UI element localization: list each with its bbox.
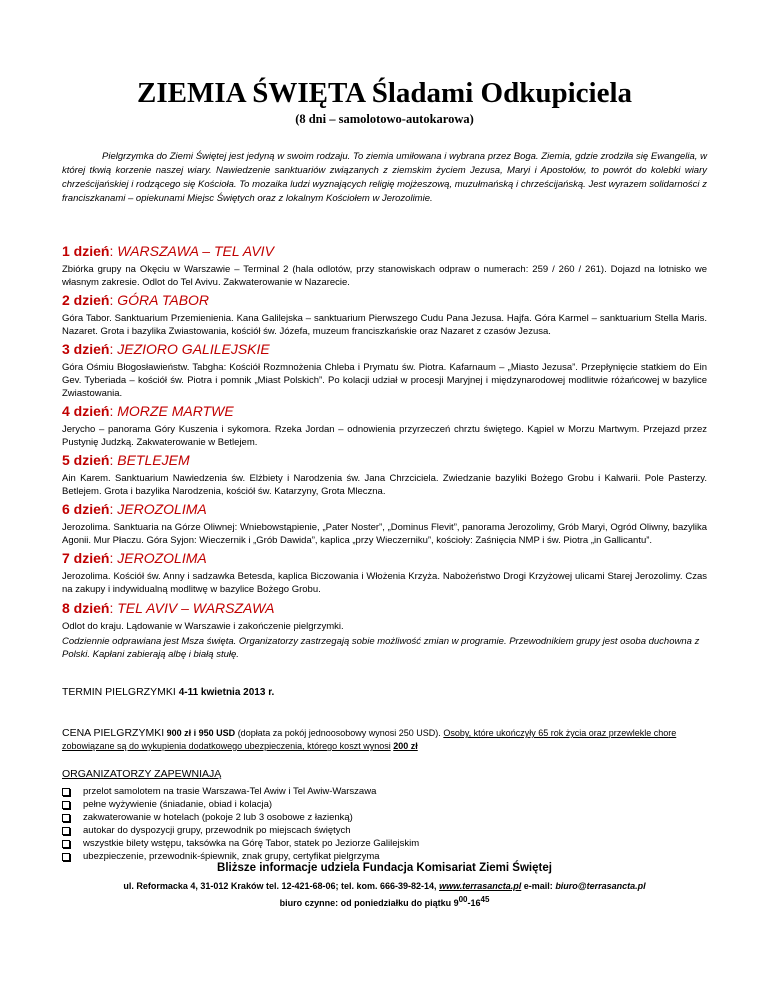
checkbox-bullet-icon: [62, 840, 70, 848]
day-7: [62, 550, 707, 596]
checkbox-bullet-icon: [62, 801, 70, 809]
day-description: Jerozolima. Sanktuaria na Górze Oliwnej: Wniebowstąpienie, „Pater Noster”, „Dominus Flevit”, panorama Jerozolimy, Grób Maryi, Ogród Oliwny, bazylika Agonii. Mur Płaczu. Góra Syjon: Wieczernik i „Grób Dawida”, kaplica „przy Wieczerniku”, kościoły: Zaśnięcia NMP i św. Piotra „in Gallicantu”.: [62, 522, 707, 546]
list-item: [62, 798, 419, 811]
day-place: TEL AVIV – WARSZAWA: [117, 600, 275, 616]
checkbox-bullet-icon: [62, 827, 70, 835]
price-label: CENA PIELGRZYMKI: [62, 727, 165, 739]
office-hours: [62, 895, 707, 908]
pilgrimage-date: [62, 686, 274, 698]
day-heading: 3 dzień: JEZIORO GALILEJSKIE: [62, 341, 270, 357]
day-description: Jerozolima. Kościół św. Anny i sadzawka Betesda, kaplica Biczowania i Włożenia Krzyża. Nabożeństwo Drogi Krzyżowej ulicami Starej Jerozolimy. Czas na zakupy i indywidualną modlitwę w bazylice Bożego Grobu.: [62, 571, 707, 595]
office-hours-text: biuro czynne: od poniedziałku do piątku 9: [279, 898, 459, 908]
organizers-title: ORGANIZATORZY ZAPEWNIAJĄ: [62, 768, 222, 780]
organizers-list: [62, 785, 419, 863]
program-note: Codziennie odprawiana jest Msza święta. Organizatorzy zastrzegają sobie możliwość zmian w programie. Przewodnikiem grupy jest osoba duchowna z Polski. Kapłani zabierają albę i białą stułę.: [62, 636, 700, 660]
day-number: 6 dzień: [62, 501, 110, 517]
day-2: [62, 292, 707, 338]
day-description: Góra Tabor. Sanktuarium Przemienienia. Kana Galilejska – sanktuarium Pierwszego Cudu Pana Jezusa. Hajfa. Góra Karmel – sanktuarium Stella Maris. Nazaret. Grota i bazylika Zwiastowania, kościół św. Józefa, muzeum franciszkańskie oraz Nazaret z czasów Jezusa.: [62, 313, 707, 337]
termin-value: 4-11 kwietnia 2013 r.: [178, 687, 275, 698]
list-item-text: wszystkie bilety wstępu, taksówka na Górę Tabor, statek po Jeziorze Galilejskim: [83, 838, 420, 849]
day-place: JEZIORO GALILEJSKIE: [117, 341, 270, 357]
day-number: 4 dzień: [62, 403, 110, 419]
day-description: Zbiórka grupy na Okęciu w Warszawie – Terminal 2 (hala odlotów, przy stanowiskach odpraw o numerach: 259 / 260 / 261). Dojazd na lotnisko we własnym zakresie. Odlot do Tel Avivu. Zakwaterowanie w Nazarecie.: [62, 264, 707, 288]
checkbox-bullet-icon: [62, 788, 70, 796]
contact-heading: Bliższe informacje udziela Fundacja Komisariat Ziemi Świętej: [217, 862, 552, 874]
list-item: [62, 785, 419, 798]
email-link[interactable]: biuro@terrasancta.pl: [555, 881, 646, 891]
contact-details: [62, 881, 707, 891]
day-number: 1 dzień: [62, 243, 110, 259]
day-place: MORZE MARTWE: [117, 403, 234, 419]
list-item-text: zakwaterowanie w hotelach (pokoje 2 lub 3 osobowe z łazienką): [83, 812, 353, 823]
day-6: [62, 501, 707, 547]
office-hours-close: -16: [467, 898, 481, 908]
termin-label: TERMIN PIELGRZYMKI: [62, 686, 176, 698]
day-description: Jerycho – panorama Góry Kuszenia i sykomora. Rzeka Jordan – odnowienia przyrzeczeń chrztu świętego. Kąpiel w Morzu Martwym. Przejazd przez Pustynię Judzką. Zakwaterowanie w Betlejem.: [62, 424, 707, 448]
day-number: 3 dzień: [62, 341, 110, 357]
day-place: JEROZOLIMA: [117, 550, 207, 566]
page-title: ZIEMIA ŚWIĘTA Śladami Odkupiciela: [136, 77, 633, 109]
insurance-note: Osoby, które ukończyły 65 rok życia oraz przewlekle chore zobowiązane są do wykupienia dodatkowego ubezpieczenia, którego koszt wynosi: [62, 728, 677, 751]
intro-paragraph: Pielgrzymka do Ziemi Świętej jest jedyną w swoim rodzaju. To ziemia umiłowana i wybrana przez Boga. Ziemia, gdzie zrodziła się Ewangelia, w której tkwią korzenie naszej wiary. Nawiedzenie sanktuariów związanych z ziemskim życiem Jezusa, Maryi i Apostołów, to powrót do kolebki wiary chrześcijańskiej i rodzącego się Kościoła. To mozaika ludzi wyznających religię mojżeszową, muzułmańską i chrześcijańską. Jest wyrazem solidarności z franciszkanami – opiekunami Miejsc Świętych oraz z lokalnym Kościołem w Jerozolimie.: [62, 151, 707, 204]
day-description: Ain Karem. Sanktuarium Nawiedzenia św. Elżbiety i Narodzenia św. Jana Chrzciciela. Zwiedzanie bazyliki Bożego Grobu i Kalwarii. Pole Pasterzy. Betlejem. Grota i bazylika Narodzenia, kościół św. Katarzyny, Grota Mleczna.: [62, 473, 707, 497]
day-heading: 8 dzień: TEL AVIV – WARSZAWA: [62, 600, 275, 616]
day-5: [62, 452, 707, 498]
email-label: e-mail:: [523, 881, 553, 891]
day-number: 2 dzień: [62, 292, 110, 308]
day-place: BETLEJEM: [117, 452, 190, 468]
day-place: GÓRA TABOR: [117, 292, 210, 308]
list-item-text: autokar do dyspozycji grupy, przewodnik po miejscach świętych: [83, 825, 351, 836]
day-heading: 7 dzień: JEROZOLIMA: [62, 550, 207, 566]
day-number: 7 dzień: [62, 550, 110, 566]
list-item-text: ubezpieczenie, przewodnik-śpiewnik, znak grupy, certyfikat pielgrzyma: [83, 851, 380, 862]
website-link[interactable]: www.terrasancta.pl: [439, 881, 522, 891]
day-3: [62, 341, 707, 400]
price-extra: (dopłata za pokój jednoosobowy wynosi 250 USD).: [237, 728, 441, 738]
day-1: [62, 243, 707, 289]
contact-address: ul. Reformacka 4, 31-012 Kraków tel. 12-421-68-06; tel. kom. 666-39-82-14,: [123, 881, 437, 891]
day-heading: 4 dzień: MORZE MARTWE: [62, 403, 234, 419]
day-heading: 2 dzień: GÓRA TABOR: [62, 292, 210, 308]
list-item-text: przelot samolotem na trasie Warszawa-Tel Awiw i Tel Awiw-Warszawa: [83, 786, 377, 797]
day-heading: 6 dzień: JEROZOLIMA: [62, 501, 207, 517]
list-item-text: pełne wyżywienie (śniadanie, obiad i kolacja): [83, 799, 273, 810]
day-number: 8 dzień: [62, 600, 110, 616]
day-place: WARSZAWA – TEL AVIV: [117, 243, 274, 259]
price-value: 900 zł i 950 USD: [166, 728, 236, 738]
page-subtitle: (8 dni – samolotowo-autokarowa): [295, 112, 474, 126]
list-item: [62, 837, 419, 850]
day-8: [62, 600, 707, 633]
checkbox-bullet-icon: [62, 853, 70, 861]
office-hours-open-minutes: 00: [458, 895, 468, 904]
day-heading: 1 dzień: WARSZAWA – TEL AVIV: [62, 243, 274, 259]
day-4: [62, 403, 707, 449]
day-description: Góra Ośmiu Błogosławieństw. Tabgha: Kościół Rozmnożenia Chleba i Prymatu św. Piotra. Kafarnaum – „Miasto Jezusa”. Przepłynięcie statkiem do Ein Gev. Tyberiada – kościół św. Piotra i pomnik „Miast Polskich”. Po kolacji udział w procesji Maryjnej i międzynarodowej modlitwie różańcowej w bazylice Zwiastowania.: [62, 362, 707, 399]
checkbox-bullet-icon: [62, 814, 70, 822]
day-heading: 5 dzień: BETLEJEM: [62, 452, 190, 468]
day-number: 5 dzień: [62, 452, 110, 468]
list-item: [62, 811, 419, 824]
day-place: JEROZOLIMA: [117, 501, 207, 517]
office-hours-close-minutes: 45: [480, 895, 490, 904]
day-description: Odlot do kraju. Lądowanie w Warszawie i zakończenie pielgrzymki.: [62, 621, 344, 632]
list-item: [62, 824, 419, 837]
pilgrimage-price: [62, 727, 707, 753]
insurance-cost: 200 zł: [393, 741, 418, 751]
